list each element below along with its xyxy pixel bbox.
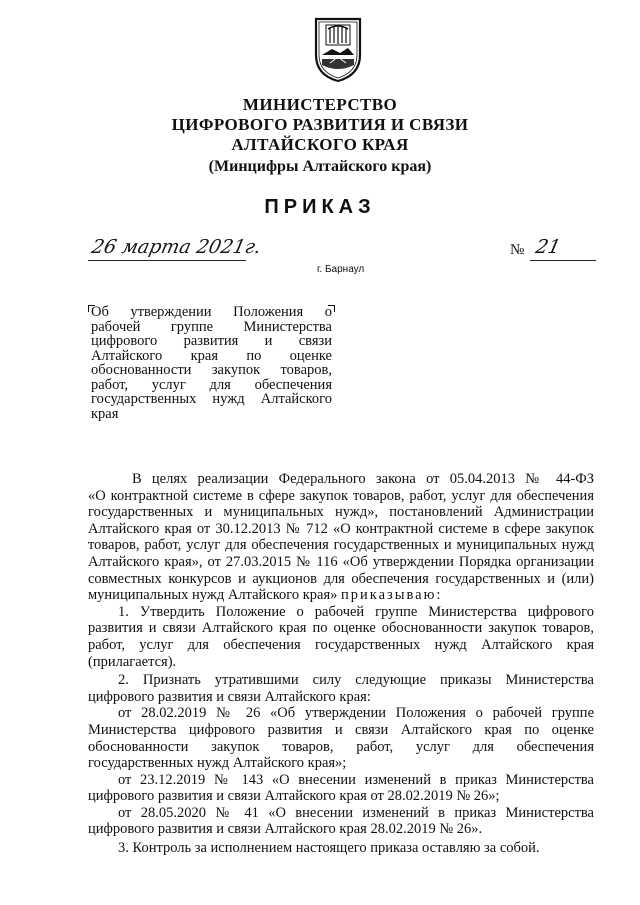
item-1-line: развития и связи Алтайского края по оценке обоснованности закупок товаров, <box>88 620 594 637</box>
preamble-line: государственных и муниципальных нужд», постановлений Администрации <box>88 504 594 521</box>
subject-line: рабочей группе Министерства <box>91 318 332 335</box>
date-underline <box>88 260 246 261</box>
preamble-last-text: муниципальных нужд Алтайского края» <box>88 587 341 604</box>
ministry-name-line-1: МИНИСТЕРСТВО <box>242 95 398 114</box>
preamble-line: товаров, работ, услуг для обеспечения государственных и муниципальных нужд <box>88 537 594 554</box>
repealed-order-2-line: от 23.12.2019 № 143 «О внесении изменений в приказ Министерства <box>118 771 594 788</box>
subject-line: работ, услуг для обеспечения <box>91 376 332 393</box>
number-underline <box>530 260 596 261</box>
repealed-order-2-line: цифрового развития и связи Алтайского края от 28.02.2019 № 26»; <box>88 788 500 805</box>
repealed-order-1-line: Министерства цифрового развития и связи Алтайского края по оценке <box>88 721 594 738</box>
preamble-line: В целях реализации Федерального закона от 05.04.2013 № 44-ФЗ <box>132 471 594 487</box>
item-2-line: цифрового развития и связи Алтайского края: <box>88 688 371 705</box>
ministry-short-name: (Минцифры Алтайского края) <box>208 158 432 175</box>
preamble-line: Алтайского края», от 27.03.2015 № 116 «Об утверждении Порядка организации <box>88 553 594 570</box>
repealed-order-1-line: государственных нужд Алтайского края»; <box>88 755 347 772</box>
item-1-line: (прилагается). <box>88 653 177 670</box>
subject-line: государственных нужд Алтайского <box>91 391 332 407</box>
repealed-order-1-line: обоснованности закупок товаров, работ, услуг для обеспечения <box>88 738 594 755</box>
preamble-line <box>88 587 594 604</box>
subject-line: обоснованности закупок товаров, <box>91 362 332 378</box>
preamble-line: совместных конкурсов и аукционов для обеспечения государственных и (или) <box>88 570 594 587</box>
subject-line: Об утверждении Положения о <box>91 304 332 320</box>
preamble-line: «О контрактной системе в сфере закупок товаров, работ, услуг для обеспечения <box>88 487 594 504</box>
subject-line: края <box>91 405 119 422</box>
preamble-line: Алтайского края от 30.12.2013 № 712 «О контрактной системе в сфере закупок <box>88 520 594 537</box>
number-sign: № <box>510 242 525 258</box>
ministry-name-line-3: АЛТАЙСКОГО КРАЯ <box>231 135 409 154</box>
city-label: г. Барнаул <box>317 264 365 275</box>
item-2-line: 2. Признать утратившими силу следующие приказы Министерства <box>118 672 594 689</box>
order-subject <box>91 305 332 421</box>
altai-krai-coat-of-arms-emblem <box>312 15 364 83</box>
handwritten-order-number: 21 <box>533 236 563 258</box>
ministry-name-line-2: ЦИФРОВОГО РАЗВИТИЯ И СВЯЗИ <box>171 115 469 134</box>
handwritten-date: 26 марта 2021г. <box>89 236 264 258</box>
document-title: ПРИКАЗ <box>264 196 376 218</box>
repealed-order-1-line: от 28.02.2019 № 26 «Об утверждении Положения о рабочей группе <box>118 705 594 722</box>
order-operative-word: приказываю: <box>341 587 443 604</box>
item-1-line: работ, услуг для обеспечения государственных нужд Алтайского края <box>88 636 594 653</box>
item-3-line: 3. Контроль за исполнением настоящего приказа оставляю за собой. <box>118 840 540 857</box>
repealed-order-3-line: цифрового развития и связи Алтайского края 28.02.2019 № 26». <box>88 821 483 838</box>
ministry-name <box>0 95 640 155</box>
subject-line: Алтайского края по оценке <box>91 347 332 364</box>
repealed-order-3-line: от 28.05.2020 № 41 «О внесении изменений в приказ Министерства <box>118 804 594 821</box>
order-body <box>88 471 594 857</box>
subject-line: цифрового развития и связи <box>91 333 332 349</box>
item-1-line: 1. Утвердить Положение о рабочей группе Министерства цифрового <box>118 603 594 620</box>
